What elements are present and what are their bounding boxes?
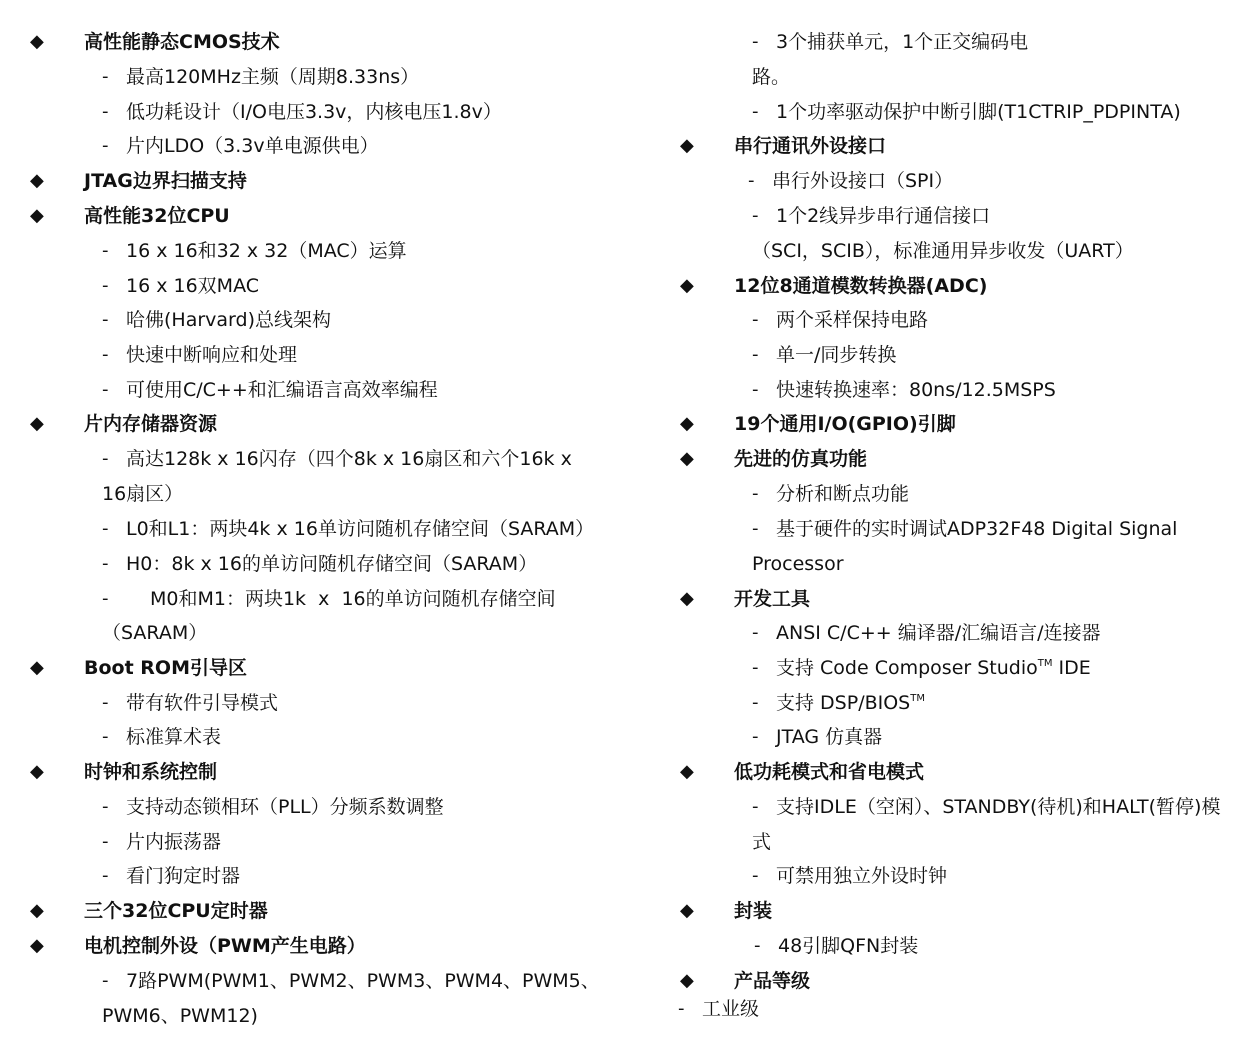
list-item: L0和L1：两块4k x 16单访问随机存储空间（SARAM） xyxy=(126,518,595,540)
dash-marker: - xyxy=(102,970,109,991)
list-item: H0：8k x 16的单访问随机存储空间（SARAM） xyxy=(126,553,538,575)
list-item: 快速转换速率：80ns/12.5MSPS xyxy=(776,379,1056,401)
diamond-bullet-icon: ◆ xyxy=(30,413,44,434)
diamond-bullet-icon: ◆ xyxy=(680,900,694,921)
trademark-mark: TM xyxy=(1037,658,1053,669)
list-item: 1个功率驱动保护中断引脚(T1CTRIP_PDPINTA) xyxy=(776,101,1181,123)
section-title-pwm: 电机控制外设（PWM产生电路） xyxy=(84,935,366,957)
dash-marker: - xyxy=(102,240,109,261)
diamond-bullet-icon: ◆ xyxy=(680,135,694,156)
diamond-bullet-icon: ◆ xyxy=(680,275,694,296)
section-title-gpio: 19个通用I/O(GPIO)引脚 xyxy=(734,413,956,435)
list-item: 工业级 xyxy=(702,998,760,1020)
list-item: 带有软件引导模式 xyxy=(126,692,279,714)
list-item: 分析和断点功能 xyxy=(776,483,910,505)
dash-marker: - xyxy=(752,865,759,886)
list-item: 最高120MHz主频（周期8.33ns） xyxy=(126,66,420,88)
list-item-continuation: 式 xyxy=(752,831,772,853)
list-item-continuation: PWM6、PWM12) xyxy=(102,1005,258,1027)
trademark-mark: TM xyxy=(910,693,925,704)
list-item: 可使用C/C++和汇编语言高效率编程 xyxy=(126,379,438,401)
dash-marker: - xyxy=(102,865,109,886)
dash-marker: - xyxy=(752,796,759,817)
list-item: 支持IDLE（空闲）、STANDBY(待机)和HALT(暂停)模 xyxy=(776,796,1221,818)
dash-marker: - xyxy=(102,101,109,122)
list-item: 1个2线异步串行通信接口 xyxy=(776,205,991,227)
list-item: 两个采样保持电路 xyxy=(776,309,929,331)
list-item: 7路PWM(PWM1、PWM2、PWM3、PWM4、PWM5、 xyxy=(126,970,600,992)
list-item: 看门狗定时器 xyxy=(126,865,241,887)
list-item: 单一/同步转换 xyxy=(776,344,897,366)
diamond-bullet-icon: ◆ xyxy=(680,588,694,609)
list-item-continuation: 16扇区） xyxy=(102,483,184,505)
list-item: M0和M1：两块1k x 16的单访问随机存储空间 xyxy=(150,588,556,610)
section-title-adc: 12位8通道模数转换器(ADC) xyxy=(734,275,988,297)
dash-marker: - xyxy=(102,831,109,852)
dash-marker: - xyxy=(102,344,109,365)
diamond-bullet-icon: ◆ xyxy=(30,935,44,956)
list-item-text: 支持 Code Composer Studio xyxy=(776,657,1038,679)
list-item: 48引脚QFN封装 xyxy=(778,935,919,957)
section-title-serial: 串行通讯外设接口 xyxy=(734,135,887,157)
dash-marker: - xyxy=(752,379,759,400)
list-item: 哈佛(Harvard)总线架构 xyxy=(126,309,331,331)
diamond-bullet-icon: ◆ xyxy=(680,413,694,434)
list-item: 16 x 16和32 x 32（MAC）运算 xyxy=(126,240,407,262)
diamond-bullet-icon: ◆ xyxy=(30,900,44,921)
dash-marker: - xyxy=(752,344,759,365)
list-item: 3个捕获单元，1个正交编码电 xyxy=(776,31,1029,53)
section-title-timers: 三个32位CPU定时器 xyxy=(84,900,268,922)
list-item: 快速中断响应和处理 xyxy=(126,344,298,366)
dash-marker: - xyxy=(102,135,109,156)
section-title-package: 封装 xyxy=(734,900,773,922)
list-item: 高达128k x 16闪存（四个8k x 16扇区和六个16k x xyxy=(126,448,572,470)
list-item: 支持动态锁相环（PLL）分频系数调整 xyxy=(126,796,444,818)
dash-marker: - xyxy=(754,935,761,956)
diamond-bullet-icon: ◆ xyxy=(30,657,44,678)
dash-marker: - xyxy=(102,66,109,87)
diamond-bullet-icon: ◆ xyxy=(30,761,44,782)
dash-marker: - xyxy=(752,483,759,504)
diamond-bullet-icon: ◆ xyxy=(680,448,694,469)
section-title-lowpower: 低功耗模式和省电模式 xyxy=(734,761,925,783)
dash-marker: - xyxy=(102,588,109,609)
diamond-bullet-icon: ◆ xyxy=(680,970,694,991)
section-title-devtools: 开发工具 xyxy=(734,588,811,610)
dash-marker: - xyxy=(102,309,109,330)
dash-marker: - xyxy=(752,518,759,539)
dash-marker: - xyxy=(752,309,759,330)
list-item: 片内振荡器 xyxy=(126,831,222,853)
section-title-bootrom: Boot ROM引导区 xyxy=(84,657,247,679)
dash-marker: - xyxy=(102,275,109,296)
dash-marker: - xyxy=(102,796,109,817)
list-item xyxy=(776,656,1091,680)
dash-marker: - xyxy=(752,657,759,678)
list-item xyxy=(776,691,925,715)
list-item-continuation: 路。 xyxy=(752,66,791,88)
diamond-bullet-icon: ◆ xyxy=(680,761,694,782)
dash-marker: - xyxy=(102,379,109,400)
diamond-bullet-icon: ◆ xyxy=(30,170,44,191)
list-item: ANSI C/C++ 编译器/汇编语言/连接器 xyxy=(776,622,1101,644)
dash-marker: - xyxy=(102,518,109,539)
dash-marker: - xyxy=(102,692,109,713)
dash-marker: - xyxy=(752,622,759,643)
list-item: 基于硬件的实时调试ADP32F48 Digital Signal xyxy=(776,518,1178,540)
diamond-bullet-icon: ◆ xyxy=(30,31,44,52)
dash-marker: - xyxy=(102,726,109,747)
list-item-text: 支持 DSP/BIOS xyxy=(776,692,911,714)
dash-marker: - xyxy=(102,553,109,574)
list-item: 串行外设接口（SPI） xyxy=(772,170,954,192)
list-item-continuation: Processor xyxy=(752,553,844,575)
section-title-cmos: 高性能静态CMOS技术 xyxy=(84,31,280,53)
dash-marker: - xyxy=(752,205,759,226)
diamond-bullet-icon: ◆ xyxy=(30,205,44,226)
dash-marker: - xyxy=(752,101,759,122)
section-title-cpu: 高性能32位CPU xyxy=(84,205,230,227)
dash-marker: - xyxy=(678,998,685,1019)
dash-marker: - xyxy=(752,692,759,713)
list-item: 可禁用独立外设时钟 xyxy=(776,865,948,887)
list-item: 片内LDO（3.3v单电源供电） xyxy=(126,135,379,157)
dash-marker: - xyxy=(752,726,759,747)
section-title-emulation: 先进的仿真功能 xyxy=(734,448,868,470)
dash-marker: - xyxy=(748,170,755,191)
dash-marker: - xyxy=(102,448,109,469)
dash-marker: - xyxy=(752,31,759,52)
section-title-grade: 产品等级 xyxy=(734,970,811,992)
list-item-continuation: （SCI，SCIB），标准通用异步收发（UART） xyxy=(752,240,1134,262)
section-title-jtag: JTAG边界扫描支持 xyxy=(84,170,247,192)
section-title-memory: 片内存储器资源 xyxy=(84,413,218,435)
list-item-text: IDE xyxy=(1052,657,1091,679)
list-item: 低功耗设计（I/O电压3.3v，内核电压1.8v） xyxy=(126,101,502,123)
list-item: 标准算术表 xyxy=(126,726,222,748)
section-title-clock: 时钟和系统控制 xyxy=(84,761,218,783)
list-item: JTAG 仿真器 xyxy=(776,726,883,748)
list-item: 16 x 16双MAC xyxy=(126,275,260,297)
list-item-continuation: （SARAM） xyxy=(102,622,208,644)
